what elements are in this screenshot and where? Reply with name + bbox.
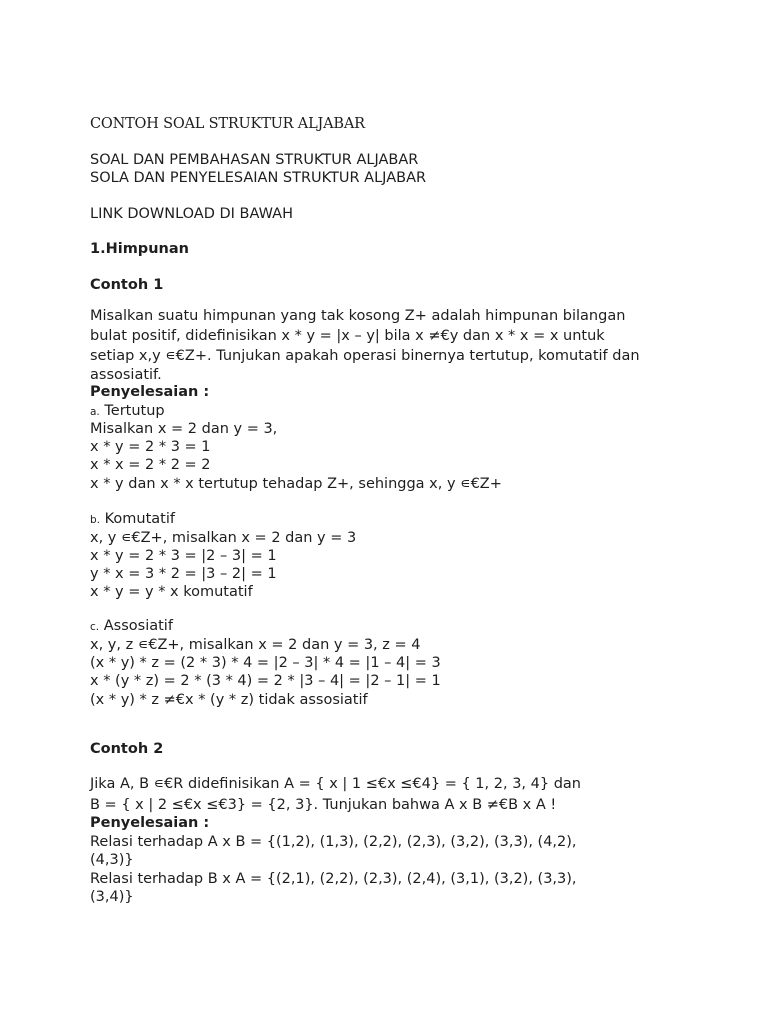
example-2-solution-line: (4,3)} xyxy=(90,852,134,868)
part-a-label: Tertutup xyxy=(104,403,165,419)
subtitle-1: SOAL DAN PEMBAHASAN STRUKTUR ALJABAR xyxy=(90,152,419,168)
part-a-line: x * y = 2 * 3 = 1 xyxy=(90,439,211,455)
document-title: CONTOH SOAL STRUKTUR ALJABAR xyxy=(90,116,365,132)
example-2-solution-line: (3,4)} xyxy=(90,889,134,905)
part-b-heading xyxy=(90,510,175,529)
example-1-problem-line: bulat positif, didefinisikan x * y = |x – y| bila x ≠€y dan x * x = x untuk xyxy=(90,328,605,344)
part-a-line: x * y dan x * x tertutup tehadap Z+, sehingga x, y ∊€Z+ xyxy=(90,476,502,492)
example-1-problem-line: Misalkan suatu himpunan yang tak kosong Z+ adalah himpunan bilangan xyxy=(90,308,626,324)
part-c-line: x * (y * z) = 2 * (3 * 4) = 2 * |3 – 4| = |2 – 1| = 1 xyxy=(90,673,441,689)
part-b-line: y * x = 3 * 2 = |3 – 2| = 1 xyxy=(90,566,277,582)
part-c-marker: c. xyxy=(90,621,100,633)
subtitle-2: SOLA DAN PENYELESAIAN STRUKTUR ALJABAR xyxy=(90,170,427,186)
part-b-line: x * y = 2 * 3 = |2 – 3| = 1 xyxy=(90,548,277,564)
part-a-heading xyxy=(90,402,165,421)
example-1-solution-label: Penyelesaian : xyxy=(90,384,210,400)
part-a-line: Misalkan x = 2 dan y = 3, xyxy=(90,421,278,437)
part-b-line: x, y ∊€Z+, misalkan x = 2 dan y = 3 xyxy=(90,530,357,546)
part-c-heading xyxy=(90,617,173,636)
example-2-problem-line: Jika A, B ∊€R didefinisikan A = { x | 1 ≤€x ≤€4} = { 1, 2, 3, 4} dan xyxy=(90,776,581,792)
example-2-solution-line: Relasi terhadap A x B = {(1,2), (1,3), (2,2), (2,3), (3,2), (3,3), (4,2), xyxy=(90,834,577,850)
example-2-solution-line: Relasi terhadap B x A = {(2,1), (2,2), (2,3), (2,4), (3,1), (3,2), (3,3), xyxy=(90,871,577,887)
link-note: LINK DOWNLOAD DI BAWAH xyxy=(90,206,293,222)
example-1-problem-line: assosiatif. xyxy=(90,367,162,383)
part-a-line: x * x = 2 * 2 = 2 xyxy=(90,457,211,473)
part-c-line: x, y, z ∊€Z+, misalkan x = 2 dan y = 3, z = 4 xyxy=(90,637,421,653)
example-1-problem-line: setiap x,y ∊€Z+. Tunjukan apakah operasi binernya tertutup, komutatif dan xyxy=(90,348,640,364)
example-2-problem-line: B = { x | 2 ≤€x ≤€3} = {2, 3}. Tunjukan bahwa A x B ≠€B x A ! xyxy=(90,797,557,813)
part-c-label: Assosiatif xyxy=(103,618,173,634)
part-b-label: Komutatif xyxy=(104,511,175,527)
example-2-solution-label: Penyelesaian : xyxy=(90,815,210,831)
part-b-marker: b. xyxy=(90,514,101,526)
example-2-heading: Contoh 2 xyxy=(90,741,164,757)
section-heading: 1.Himpunan xyxy=(90,241,189,257)
part-b-line: x * y = y * x komutatif xyxy=(90,584,253,600)
example-1-heading: Contoh 1 xyxy=(90,277,164,293)
part-c-line: (x * y) * z = (2 * 3) * 4 = |2 – 3| * 4 = |1 – 4| = 3 xyxy=(90,655,441,671)
part-c-line: (x * y) * z ≠€x * (y * z) tidak assosiatif xyxy=(90,692,368,708)
part-a-marker: a. xyxy=(90,406,100,418)
